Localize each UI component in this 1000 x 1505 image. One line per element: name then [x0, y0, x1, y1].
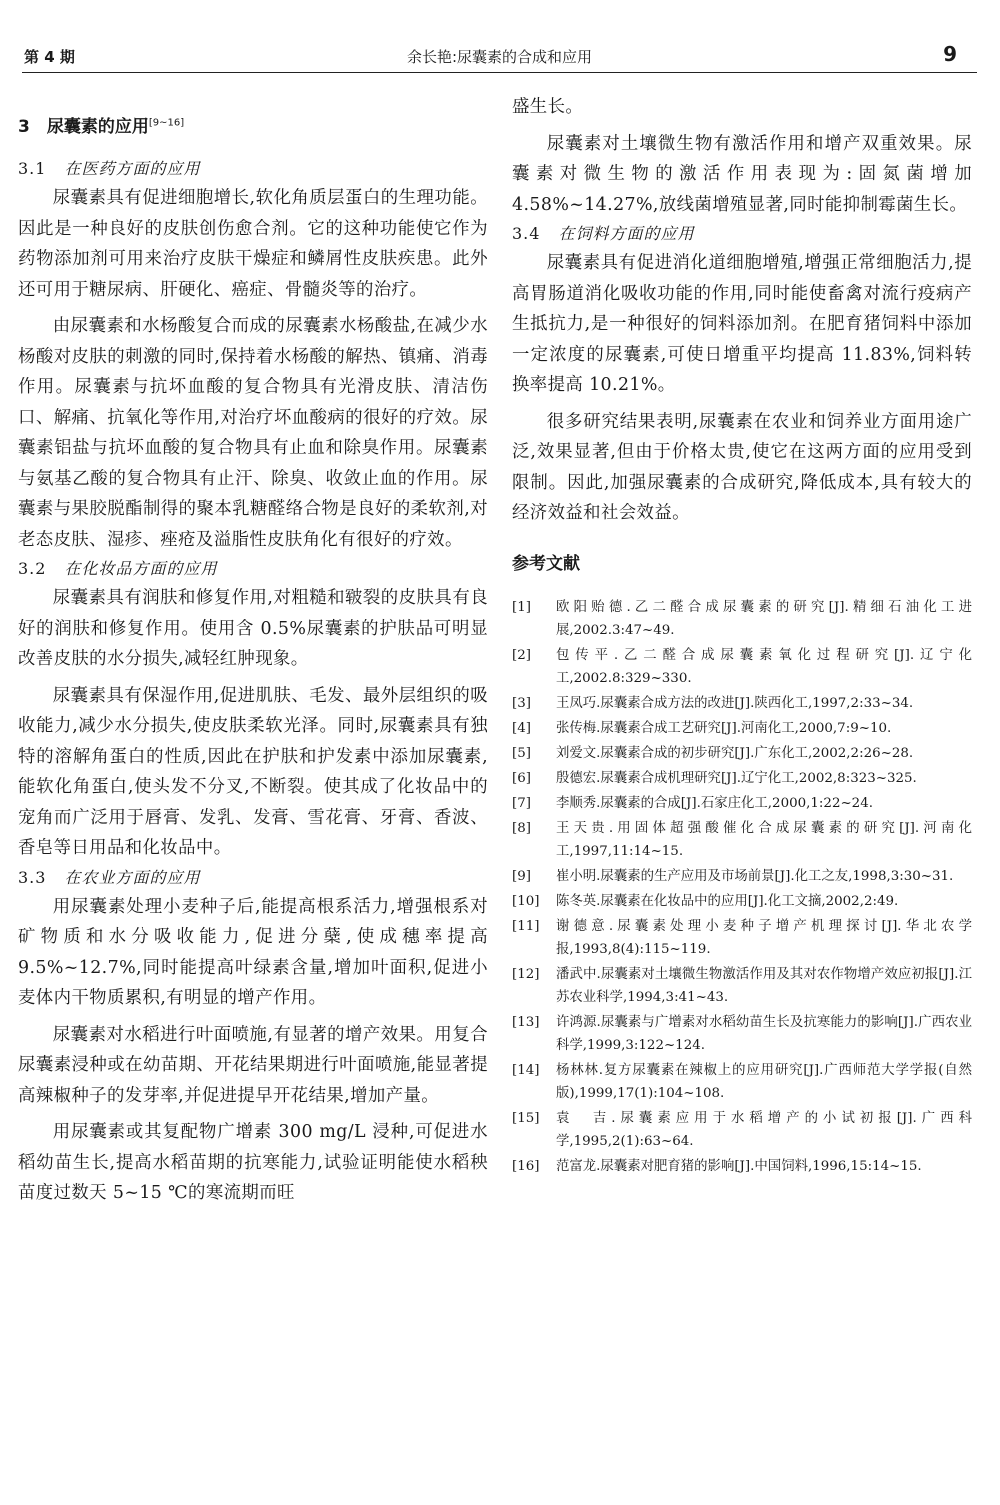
paragraph-continuation: 盛生长。 [512, 97, 584, 117]
reference-text: 潘武中.尿囊素对土壤微生物激活作用及其对农作物增产效应初报[J].江苏农业科学,1994,3:41~43. [556, 966, 972, 1005]
subsection-number: 3.4 [512, 224, 541, 243]
reference-number: [12] [512, 966, 540, 982]
subsection-heading-3-2 [18, 555, 488, 583]
reference-item [512, 1011, 972, 1057]
reference-number: [1] [512, 599, 531, 615]
section-title: 3 尿囊素的应用 [18, 117, 149, 137]
subsection-title: 在农业方面的应用 [64, 867, 201, 887]
reference-item [512, 742, 972, 765]
paragraph: 尿囊素具有促进消化道细胞增殖,增强正常细胞活力,提高胃肠道消化吸收功能的作用,同时能使畜禽对流行疫病产生抵抗力,是一种很好的饲料添加剂。在肥育猪饲料中添加一定浓度的尿囊素,可使日增重平均提高 11.83%,饲料转换率提高 10.21%。 [512, 253, 972, 395]
reference-number: [7] [512, 795, 531, 811]
subsection-number: 3.2 [18, 559, 47, 578]
paragraph: 很多研究结果表明,尿囊素在农业和饲养业方面用途广泛,效果显著,但由于价格太贵,使它在这两方面的应用受到限制。因此,加强尿囊素的合成研究,降低成本,具有较大的经济效益和社会效益。 [512, 411, 972, 523]
reference-text: 袁 吉.尿囊素应用于水稻增产的小试初报[J].广西科学,1995,2(1):63~64. [556, 1110, 972, 1149]
reference-number: [5] [512, 745, 531, 761]
paragraph: 尿囊素具有润肤和修复作用,对粗糙和皲裂的皮肤具有良好的润肤和修复作用。使用含 0.5%尿囊素的护肤品可明显改善皮肤的水分损失,减轻红肿现象。 [18, 588, 488, 669]
reference-text: 王凤巧.尿囊素合成方法的改进[J].陕西化工,1997,2:33~34. [556, 695, 914, 711]
references-heading: 参考文献 [512, 553, 580, 574]
reference-text: 陈冬英.尿囊素在化妆品中的应用[J].化工文摘,2002,2:49. [556, 893, 899, 909]
reference-item [512, 865, 972, 888]
subsection-heading-3-3 [18, 864, 488, 892]
reference-number: [6] [512, 770, 531, 786]
paragraph: 尿囊素具有保湿作用,促进肌肤、毛发、最外层组织的吸收能力,减少水分损失,使皮肤柔软光泽。同时,尿囊素具有独特的溶解角蛋白的性质,因此在护肤和护发素中添加尿囊素,能软化角蛋白,使头发不分叉,不断裂。使其成了化妆品中的宠角而广泛用于唇膏、发乳、发膏、雪花膏、牙膏、香波、香皂等日用品和化妆品中。 [18, 685, 488, 858]
reference-text: 许鸿源.尿囊素与广增素对水稻幼苗生长及抗寒能力的影响[J].广西农业科学,1999,3:122~124. [556, 1014, 972, 1053]
reference-item [512, 767, 972, 790]
reference-item [512, 644, 972, 690]
reference-number: [10] [512, 893, 540, 909]
reference-item [512, 963, 972, 1009]
paragraph: 由尿囊素和水杨酸复合而成的尿囊素水杨酸盐,在减少水杨酸对皮肤的刺激的同时,保持着水杨酸的解热、镇痛、消毒作用。尿囊素与抗坏血酸的复合物具有光滑皮肤、清洁伤口、解痛、抗氧化等作用,对治疗坏血酸病的很好的疗效。尿囊素铝盐与抗坏血酸的复合物具有止血和除臭作用。尿囊素与氨基乙酸的复合物具有止汗、除臭、收敛止血的作用。尿囊素与果胶脱酯制得的聚本乳糖醛络合物是良好的柔软剂,对老态皮肤、湿疹、痤疮及溢脂性皮肤角化有很好的疗效。 [18, 316, 488, 550]
reference-item [512, 692, 972, 715]
reference-item [512, 1107, 972, 1153]
reference-item [512, 915, 972, 961]
reference-number: [8] [512, 820, 531, 836]
reference-number: [2] [512, 647, 531, 663]
running-header [22, 40, 977, 72]
subsection-title: 在饲料方面的应用 [558, 224, 695, 243]
reference-text: 王天贵.用固体超强酸催化合成尿囊素的研究[J].河南化工,1997,11:14~15. [556, 820, 972, 859]
section-citation: [9~16] [148, 117, 185, 129]
reference-number: [14] [512, 1062, 540, 1078]
reference-text: 崔小明.尿囊素的生产应用及市场前景[J].化工之友,1998,3:30~31. [556, 868, 954, 884]
subsection-title: 在医药方面的应用 [64, 159, 201, 178]
issue-label: 第 4 期 [24, 48, 75, 66]
subsection-title: 在化妆品方面的应用 [64, 559, 218, 578]
reference-item [512, 717, 972, 740]
reference-item [512, 596, 972, 642]
running-title: 余长艳:尿囊素的合成和应用 [406, 48, 593, 66]
reference-item [512, 1059, 972, 1105]
reference-text: 殷德宏.尿囊素合成机理研究[J].辽宁化工,2002,8:323~325. [556, 770, 917, 786]
reference-text: 包传平.乙二醛合成尿囊素氧化过程研究[J].辽宁化工,2002.8:329~330. [556, 647, 972, 686]
subsection-number: 3.1 [18, 159, 47, 178]
reference-item [512, 1155, 972, 1178]
reference-text: 李顺秀.尿囊素的合成[J].石家庄化工,2000,1:22~24. [556, 795, 873, 811]
reference-text: 欧阳贻德.乙二醛合成尿囊素的研究[J].精细石油化工进展,2002.3:47~49. [556, 599, 972, 638]
reference-number: [13] [512, 1014, 540, 1030]
paragraph: 尿囊素对土壤微生物有激活作用和增产双重效果。尿囊素对微生物的激活作用表现为:固氮菌增加 4.58%~14.27%,放线菌增殖显著,同时能抑制霉菌生长。 [512, 133, 972, 215]
reference-number: [11] [512, 918, 540, 934]
reference-item [512, 890, 972, 913]
reference-text: 杨林林.复方尿囊素在辣椒上的应用研究[J].广西师范大学学报(自然版),1999,17(1):104~108. [556, 1062, 972, 1101]
reference-number: [9] [512, 868, 531, 884]
reference-item [512, 792, 972, 815]
reference-text: 张传梅.尿囊素合成工艺研究[J].河南化工,2000,7:9~10. [556, 720, 892, 736]
reference-number: [4] [512, 720, 531, 736]
reference-number: [15] [512, 1110, 540, 1126]
subsection-heading-3-1 [18, 155, 488, 183]
header-rule [22, 72, 977, 73]
right-column [512, 92, 972, 1180]
paragraph: 用尿囊素处理小麦种子后,能提高根系活力,增强根系对矿物质和水分吸收能力,促进分蘖,使成穗率提高 9.5%~12.7%,同时能提高叶绿素含量,增加叶面积,促进小麦体内干物质累积,有明显的增产作用。 [18, 896, 488, 1008]
reference-list [512, 596, 972, 1178]
paragraph: 用尿囊素或其复配物广增素 300 mg/L 浸种,可促进水稻幼苗生长,提高水稻苗期的抗寒能力,试验证明能使水稻秧苗度过数天 5~15 ℃的寒流期而旺 [18, 1122, 488, 1203]
page-number: 9 [943, 42, 957, 66]
section-heading [18, 112, 488, 137]
reference-text: 范富龙.尿囊素对肥育猪的影响[J].中国饲料,1996,15:14~15. [556, 1158, 922, 1174]
reference-text: 刘爱文.尿囊素合成的初步研究[J].广东化工,2002,2:26~28. [556, 745, 914, 761]
reference-number: [16] [512, 1158, 540, 1174]
reference-number: [3] [512, 695, 531, 711]
reference-item [512, 817, 972, 863]
reference-text: 谢德意.尿囊素处理小麦种子增产机理探讨[J].华北农学报,1993,8(4):115~119. [556, 918, 972, 957]
paragraph: 尿囊素对水稻进行叶面喷施,有显著的增产效果。用复合尿囊素浸种或在幼苗期、开花结果期进行叶面喷施,能显著提高辣椒种子的发芽率,并促进提早开花结果,增加产量。 [18, 1024, 488, 1106]
paragraph: 尿囊素具有促进细胞增长,软化角质层蛋白的生理功能。因此是一种良好的皮肤创伤愈合剂。它的这种功能使它作为药物添加剂可用来治疗皮肤干燥症和鳞屑性皮肤疾患。此外还可用于糖尿病、肝硬化、癌症、骨髓炎等的治疗。 [18, 188, 488, 300]
subsection-heading-3-4 [512, 220, 972, 248]
left-column [18, 92, 488, 1209]
subsection-number: 3.3 [18, 867, 47, 887]
